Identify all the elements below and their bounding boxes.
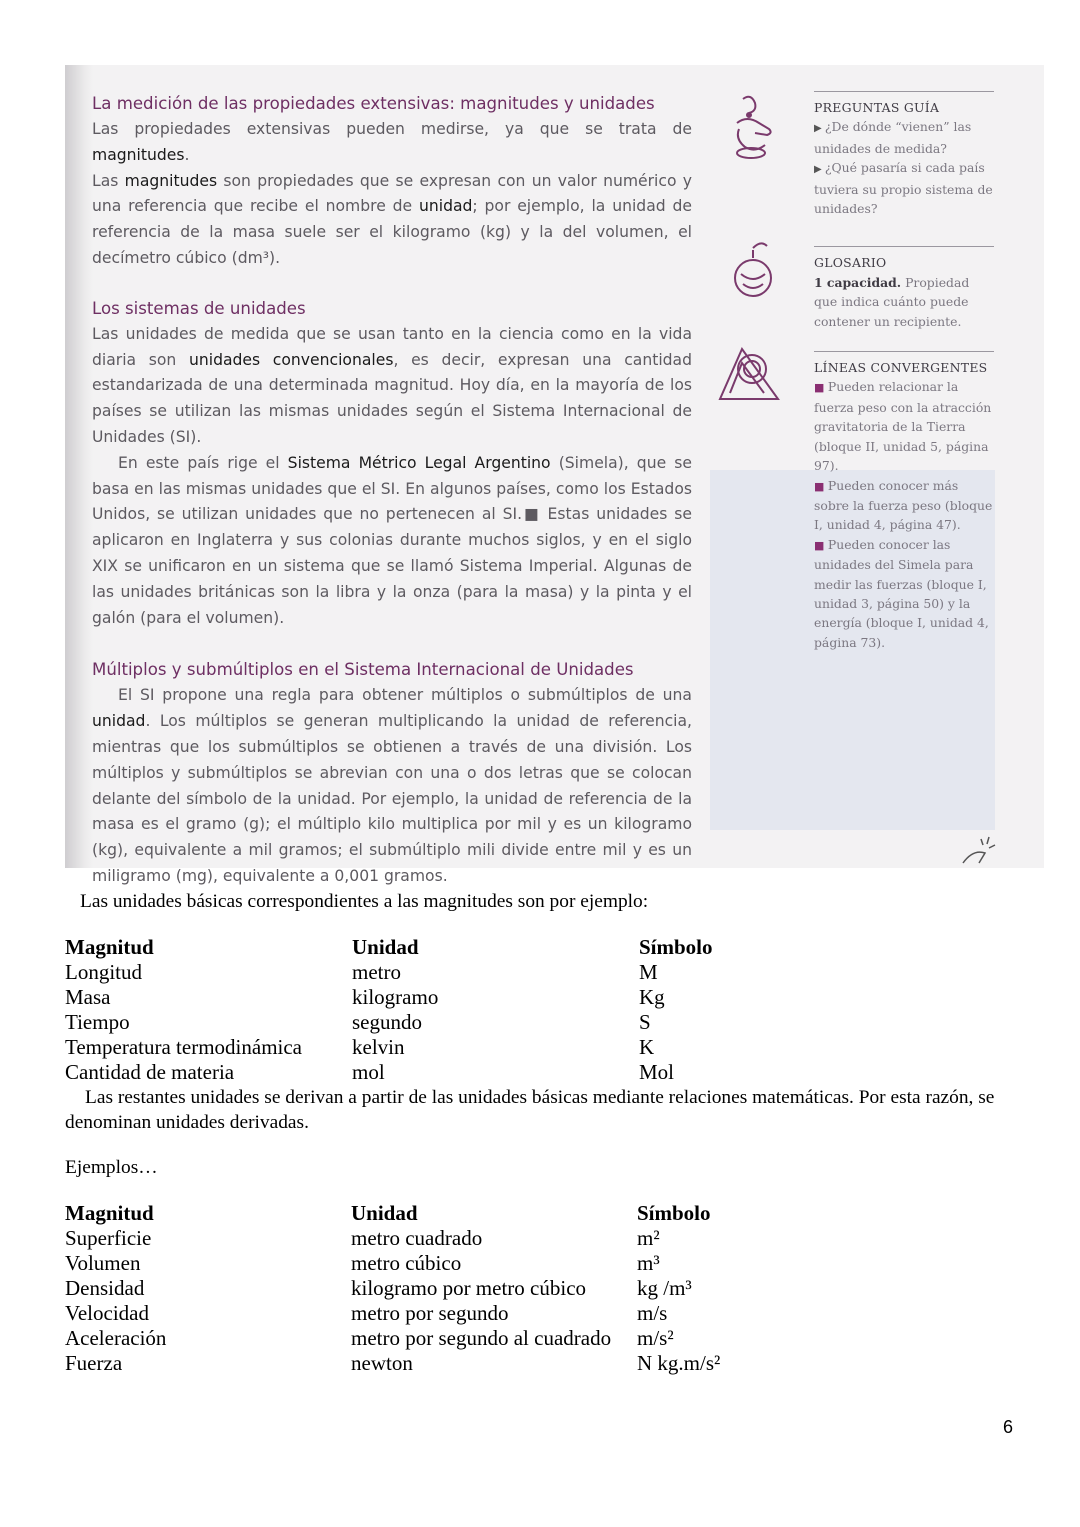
table-row: [65, 1251, 837, 1276]
section-2-paragraph-2: En este país rige el Sistema Métrico Legal Argentino (Simela), que se basa en las mismas unidades que el SI. En algunos países, como los Estados Unidos, se utilizan unidades que no pertenecen al SI.■ Estas unidades se aplicaron en Inglaterra y sus colonias durante muchos siglos, y en el siglo XIX se unificaron en un sistema que se llamó Sistema Imperial. Algunas de las unidades británicas son la libra y la onza (para la masa) y la pinta y el galón (para el volumen).: [92, 453, 692, 627]
table-row: [65, 1226, 837, 1251]
cell: N kg.m/s²: [637, 1351, 721, 1375]
cell: kilogramo: [352, 985, 439, 1009]
cell: metro cúbico: [351, 1251, 462, 1275]
table-row: [65, 1326, 837, 1351]
cell: Masa: [65, 985, 111, 1009]
cell: mol: [352, 1060, 385, 1084]
converging-lines-icon: [712, 343, 784, 407]
cell: metro cuadrado: [351, 1226, 483, 1250]
cell: newton: [351, 1351, 413, 1375]
header-simbolo: Símbolo: [637, 1201, 711, 1225]
sidebar-column: [814, 91, 994, 652]
header-simbolo: Símbolo: [639, 935, 713, 959]
header-magnitud: Magnitud: [65, 935, 154, 959]
section-heading-3: Múltiplos y submúltiplos en el Sistema Internacional de Unidades: [92, 660, 634, 680]
lineas-item: ■ Pueden conocer las unidades del Simela para medir las fuerzas (bloque I, unidad 3, página 50) y la energía (bloque I, unidad 4, página 73).: [814, 536, 989, 650]
cell: S: [639, 1010, 651, 1034]
scanned-textbook-page: [65, 65, 1044, 885]
lineas-item: ■ Pueden conocer más sobre la fuerza peso (bloque I, unidad 4, página 47).: [814, 477, 993, 533]
cell: kilogramo por metro cúbico: [351, 1276, 587, 1300]
section-heading-2: Los sistemas de unidades: [92, 298, 306, 318]
derived-units-table: [65, 1201, 837, 1376]
cell: metro por segundo al cuadrado: [351, 1326, 612, 1350]
section-1-paragraph-1: Las propiedades extensivas pueden medirse, ya que se trata de magnitudes.: [92, 120, 692, 164]
derived-units-text: Las restantes unidades se derivan a partir de las unidades básicas mediante relaciones matemáticas. Por esta razón, se denominan unidades derivadas.: [65, 1087, 995, 1133]
preguntas-guia-title: PREGUNTAS GUÍA: [814, 100, 940, 115]
section-1-paragraph-2: Las magnitudes son propiedades que se expresan con un valor numérico y una referencia que recibe el nombre de unidad; por ejemplo, la unidad de referencia de la masa suele ser el kilogramo (kg) y la del volumen, el decímetro cúbico (dm³).: [92, 171, 692, 267]
cell: Mol: [639, 1060, 675, 1084]
lineas-convergentes-title: LÍNEAS CONVERGENTES: [814, 360, 988, 376]
cell: Tiempo: [65, 1010, 130, 1034]
table-row: [65, 985, 839, 1010]
table-header-row: [65, 935, 839, 960]
lineas-convergentes-box: [814, 351, 994, 652]
main-text-column: [92, 91, 692, 890]
section-3-paragraph-1: El SI propone una regla para obtener múltiplos o submúltiplos de una unidad. Los múltiplos se generan multiplicando la unidad de referencia, mientras que los submúltiplos se obtienen a través de una división. Los múltiplos y submúltiplos se abrevian con una o dos letras que se colocan delante del símbolo de la unidad. Por ejemplo, la unidad de referencia de la masa es el gramo (g); el múltiplo kilo multiplica por mil y es un kilogramo (kg), equivalente a mil gramos; el submúltiplo mili divide entre mil y es un miligramo (mg), equivalente a 0,001 gramos.: [92, 686, 692, 885]
table-header-row: [65, 1201, 837, 1226]
cell: K: [639, 1035, 655, 1059]
page-number: 6: [1003, 1417, 1014, 1437]
glosario-box: [814, 246, 994, 331]
page-fold-shadow: [65, 65, 93, 868]
cell: Densidad: [65, 1276, 145, 1300]
table-row: [65, 1301, 837, 1326]
glosario-title: GLOSARIO: [814, 255, 887, 271]
corner-doodle-icon: [953, 833, 1001, 869]
cell: Temperatura termodinámica: [65, 1035, 302, 1059]
cell: Volumen: [65, 1251, 141, 1275]
header-unidad: Unidad: [352, 935, 419, 959]
pregunta-item: ▶ ¿Qué pasaría si cada país tuviera su propio sistema de unidades?: [814, 160, 993, 217]
cell: metro: [352, 960, 401, 984]
header-magnitud: Magnitud: [65, 1201, 154, 1225]
cell: M: [639, 960, 658, 984]
cell: Kg: [639, 985, 665, 1009]
section-2-paragraph-1: Las unidades de medida que se usan tanto en la ciencia como en la vida diaria son unidades convencionales, es decir, expresan una cantidad estandarizada de una determinada magnitud. Hoy día, en la mayoría de los países se utilizan las mismas unidades según el Sistema Internacional de Unidades (SI).: [92, 324, 693, 446]
cell: m/s: [637, 1301, 668, 1325]
cell: Fuerza: [65, 1351, 123, 1375]
lineas-item: ■ Pueden relacionar la fuerza peso con la atracción gravitatoria de la Tierra (bloque II, unidad 5, página 97).: [814, 379, 992, 474]
cell: Cantidad de materia: [65, 1060, 235, 1084]
cell: m³: [637, 1251, 660, 1275]
cell: Velocidad: [65, 1301, 149, 1325]
table-row: [65, 1351, 837, 1376]
cell: Superficie: [65, 1226, 152, 1250]
examples-label: Ejemplos…: [65, 1157, 158, 1178]
cell: kelvin: [352, 1035, 405, 1059]
header-unidad: Unidad: [351, 1201, 418, 1225]
glossary-fruit-icon: [729, 240, 777, 306]
cell: Aceleración: [65, 1326, 167, 1350]
table-row: [65, 1035, 839, 1060]
hand-question-icon: [729, 93, 777, 163]
section-heading-1: La medición de las propiedades extensivas: magnitudes y unidades: [92, 94, 655, 113]
cell: m²: [637, 1226, 660, 1250]
table-row: [65, 1276, 837, 1301]
pregunta-item: ▶ ¿De dónde “vienen” las unidades de medida?: [814, 119, 972, 156]
intro-text: Las unidades básicas correspondientes a las magnitudes son por ejemplo:: [80, 891, 649, 912]
glosario-entry: 1 capacidad. Propiedad que indica cuánto puede contener un recipiente.: [814, 274, 970, 329]
table-row: [65, 1060, 839, 1085]
cell: m/s²: [637, 1326, 674, 1350]
preguntas-guia-box: [814, 91, 994, 218]
cell: metro por segundo: [351, 1301, 509, 1325]
basic-units-table: [65, 935, 839, 1085]
table-row: [65, 960, 839, 985]
cell: Longitud: [65, 960, 142, 984]
cell: segundo: [352, 1010, 422, 1034]
table-row: [65, 1010, 839, 1035]
cell: kg /m³: [637, 1276, 692, 1300]
